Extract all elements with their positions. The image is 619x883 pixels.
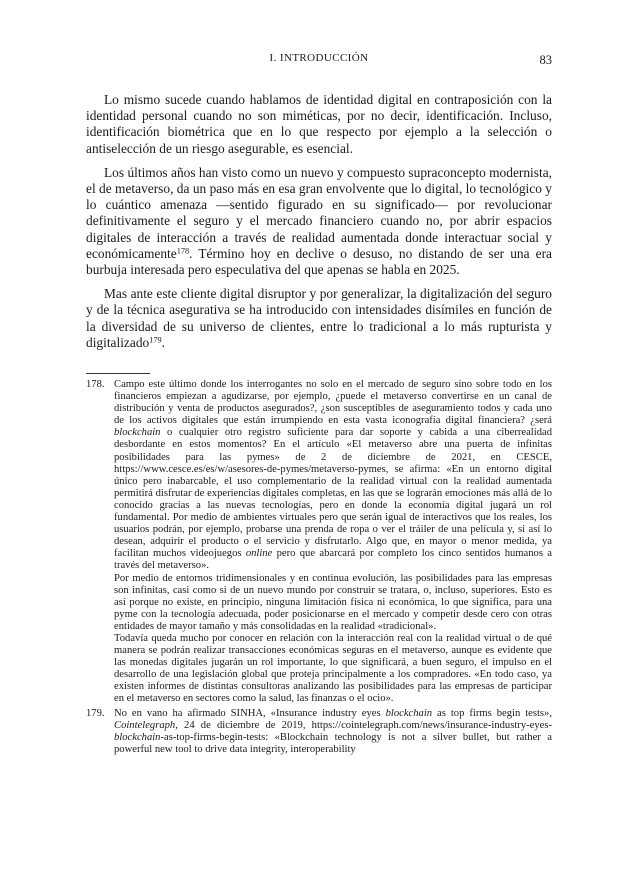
text-run: . Término hoy en declive o desuso, no distando de ser una era burbuja interesada pero especulativa del que apenas se habla en 2025. (86, 245, 552, 278)
footnote-reference: 178 (176, 246, 190, 256)
body-paragraph (86, 165, 552, 278)
body-text (86, 92, 552, 359)
text-run: Por medio de entornos tridimensionales y en continua evolución, las posibilidades para las empresas son infinitas, casi como si de un nuevo mundo por construir se tratara, o, incluso, superiores. Esto es así porque no existe, en principio, ninguna limitación física ni económica, lo que significa, para una pyme con la tecnología adecuada, poder posicionarse en el mercado y competir desde cero con otras entidades de mayor tamaño y más consolidadas en la realidad «tradicional». (114, 572, 552, 632)
text-run: pero que abarcará por completo los cinco sentidos humanos a través del metaverso». (114, 548, 552, 572)
footnote-separator (86, 373, 150, 374)
text-run: blockchain (385, 707, 433, 719)
footnote-number: 179. (86, 707, 105, 719)
footnote-body (114, 708, 552, 756)
footnote (86, 708, 552, 756)
footnote (86, 379, 552, 706)
text-run: as top firms begin tests», (432, 707, 552, 719)
body-paragraph (86, 286, 552, 351)
footnote-paragraph (114, 379, 552, 573)
text-run: Lo mismo sucede cuando hablamos de identidad digital en contraposición con la identidad personal cuando no son miméticas, por no decir, identificación. Incluso, identificación biométrica que en lo que respecto por ejemplo a la selección o antiselección de un riesgo asegurable, es esencial. (86, 92, 552, 156)
text-run: o cualquier otro registro suficiente para dar soporte y cabida a una ciberrealidad desbordante en estos momentos? En el artículo «El metaverso abre una puerta de infinitas posibilidades para las pymes» de 2 de diciembre de 2021, en CESCE, https://www.cesce.es/es/w/asesores-de-pymes/metaverso-pymes, se afirma: «En un entorno digital único pero inabarcable, el uso complementario de la realidad virtual con la realidad aumentada permitirá disfrutar de experiencias digitales completas, en las que se lograrán emociones más allá de lo conocido gracias a las nuevas tecnologías, pero en donde la economía digital jugará un rol fundamental. Por medio de ambientes virtuales pero que serán igual de interactivos que los reales, los usuarios podrán, por ejemplo, probarse una prenda de ropa o ver el tráiler de una película y, si así lo desean, adquirir el producto o el servicio y disfrutarlo. Algo que, en mayor o menor medida, ya facilitan muchos videojuegos (114, 427, 552, 560)
footnote-reference: 179 (149, 335, 162, 345)
text-run: blockchain (114, 427, 161, 439)
body-paragraph (86, 92, 552, 157)
text-run: Campo este último donde los interrogantes no solo en el mercado de seguro sino sobre todo en los financieros empiezan a agudizarse, por ejemplo, ¿puede el metaverso convertirse en un canal de distribución y venta de productos asegurados?, ¿son susceptibles de aseguramiento todos y cada uno de los activos digitales que están irrumpiendo en esta vasta iconografía digital financiera? ¿será (114, 379, 552, 427)
text-run: No en vano ha afirmado SINHA, «Insurance industry eyes (114, 707, 386, 719)
text-run: -as-top-firms-begin-tests: «Blockchain technology is not a silver bullet, but rather a powerful new tool to drive data integrity, interoperability (114, 731, 552, 755)
running-head (86, 52, 552, 68)
section-title: I. INTRODUCCIÓN (269, 52, 369, 64)
text-run: blockchain (114, 731, 161, 743)
footnote-paragraph (114, 633, 552, 706)
footnotes (86, 379, 552, 758)
footnote-number: 178. (86, 379, 105, 390)
text-run: online (245, 548, 273, 560)
footnote-body (114, 379, 552, 706)
footnote-paragraph (114, 573, 552, 633)
text-run: Los últimos años han visto como un nuevo y compuesto supraconcepto modernista, el de metaverso, da un paso más en esa gran envolvente que lo digital, lo tecnológico y lo cuántico amenaza —sentido figurado en su significado— por revolucionar definitivamente el seguro y el mercado financiero cuando no, por abrir espacios digitales de interacción a través de realidad aumentada donde interactuar social y económicamente (86, 164, 552, 261)
footnote-paragraph (114, 708, 552, 756)
text-run: Cointelegraph (114, 719, 176, 731)
text-run: Mas ante este cliente digital disruptor y por generalizar, la digitalización del seguro y de la técnica asegurativa se ha introducido con intensidades disímiles en función de la diversidad de su universo de clientes, entre lo tradicional a lo más rupturista y digitalizado (86, 286, 552, 350)
text-run: , 24 de diciembre de 2019, https://cointelegraph.com/news/insurance-industry-eyes- (175, 719, 552, 731)
text-run: Todavía queda mucho por conocer en relación con la interacción real con la realidad virtual o de qué manera se podrán realizar transacciones económicas seguras en el metaverso, aunque es evidente que las monedas digitales jugarán un rol importante, lo que significará, a buen seguro, el impulso en el desarrollo de una legislación global que proteja principalmente a los compradores. «En todo caso, ya existen informes de distintas consultoras analizando las posibilidades para las empresas de participar en el metaverso en sectores como la salud, las finanzas o el ocio». (114, 632, 552, 705)
page-number: 83 (539, 53, 552, 67)
text-run: . (161, 334, 166, 350)
